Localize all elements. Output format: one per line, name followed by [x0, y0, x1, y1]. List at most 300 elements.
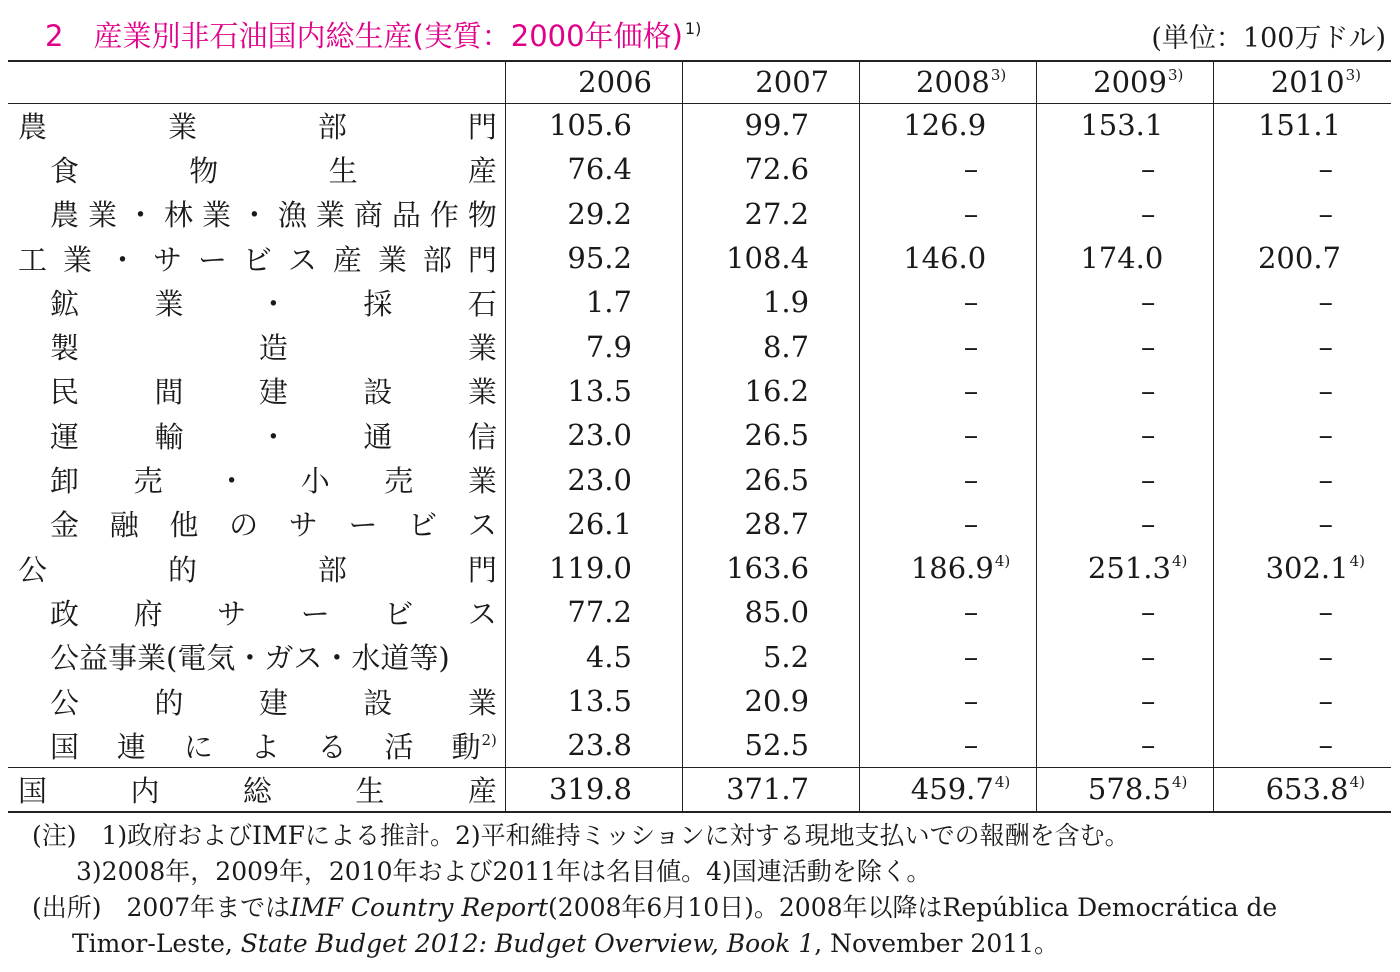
label-cell	[8, 723, 505, 767]
row-label	[8, 592, 505, 633]
value-cell-empty	[860, 192, 1037, 236]
label-char: サ	[288, 508, 318, 543]
label-char: ビ	[242, 242, 272, 277]
value-cell	[505, 590, 682, 634]
label-char: 国	[18, 773, 48, 808]
label-char: 売	[384, 464, 414, 499]
value: 4.5	[585, 639, 632, 674]
value-cell-empty	[860, 369, 1037, 413]
value: –	[1318, 684, 1333, 718]
label-char: 部	[422, 242, 452, 277]
value: 153.1	[1080, 108, 1164, 143]
value-cell-empty	[1214, 192, 1391, 236]
value-cell	[505, 546, 682, 590]
value: 459.7	[910, 772, 994, 807]
title-row	[0, 10, 1400, 56]
value-cell-empty	[860, 280, 1037, 324]
year-footnote-ref: 3)	[990, 66, 1007, 85]
label-char: 門	[467, 109, 497, 144]
label-char: 国	[50, 729, 80, 764]
label-char: 他	[169, 508, 199, 543]
row-label	[8, 681, 505, 722]
notes-section	[32, 818, 1392, 962]
gdp-table	[8, 60, 1391, 813]
value: 13.5	[567, 684, 632, 718]
label-char: 部	[317, 109, 347, 144]
value: –	[963, 373, 979, 408]
value-cell	[505, 679, 682, 723]
value: 146.0	[903, 241, 987, 276]
value: 251.3	[1087, 551, 1171, 586]
value: 23.0	[567, 462, 632, 497]
value: –	[1140, 684, 1156, 718]
value-cell	[682, 502, 859, 546]
label-cell	[8, 324, 505, 368]
source-date: , November 2011。	[814, 929, 1060, 958]
value-cell	[682, 723, 859, 767]
row-label	[8, 548, 505, 589]
value-cell-empty	[1214, 413, 1391, 457]
value-cell	[682, 413, 859, 457]
value: 174.0	[1080, 241, 1164, 276]
value: 23.0	[567, 418, 632, 453]
value-cell	[505, 457, 682, 501]
value-footnote-ref: 4)	[994, 552, 1011, 571]
row-label	[8, 282, 505, 323]
unit-label: (単位：100万ドル)	[1151, 23, 1386, 54]
label-char: ビ	[408, 508, 438, 543]
value: –	[963, 152, 979, 187]
value: 186.9	[910, 551, 994, 586]
label-cell	[8, 502, 505, 546]
row-label	[8, 459, 505, 500]
value-cell	[505, 723, 682, 767]
table-row	[8, 103, 1391, 147]
row-label	[8, 105, 505, 146]
value-cell-empty	[1214, 147, 1391, 191]
label-char: 業	[377, 242, 407, 277]
label-char: 業	[201, 198, 231, 233]
value: 76.4	[567, 152, 632, 187]
value: –	[963, 684, 979, 718]
value: –	[963, 728, 979, 763]
label-char: 的	[154, 685, 184, 720]
label-char: 売	[133, 464, 163, 499]
value: 13.5	[567, 373, 632, 408]
value-cell	[682, 767, 859, 811]
label-char: 連	[116, 729, 146, 764]
value-footnote-ref: 4)	[1349, 773, 1365, 792]
label-char: 間	[154, 375, 184, 410]
row-label	[8, 503, 505, 544]
year-header	[682, 61, 859, 103]
value-cell	[682, 147, 859, 191]
value: –	[963, 462, 979, 497]
label-cell	[8, 679, 505, 723]
value-cell	[682, 324, 859, 368]
value: –	[1140, 152, 1156, 187]
label-char: 内	[130, 773, 160, 808]
label-char: 部	[317, 552, 347, 587]
table-row	[8, 413, 1391, 457]
year-header	[505, 61, 682, 103]
label-char: ー	[300, 596, 330, 631]
value-cell	[682, 635, 859, 679]
value-cell	[682, 590, 859, 634]
value: 95.2	[567, 241, 632, 276]
value-cell-empty	[860, 679, 1037, 723]
header-blank-cell	[8, 61, 505, 103]
value: 319.8	[548, 772, 632, 807]
label-char: 信	[467, 419, 497, 454]
value: –	[1318, 639, 1333, 674]
value-cell-empty	[1037, 590, 1214, 634]
value: –	[1318, 418, 1333, 453]
label-char: ・	[258, 286, 288, 321]
label-char: 総	[242, 773, 272, 808]
label-footnote-ref: 2)	[481, 730, 497, 749]
label-char: 食	[50, 153, 80, 188]
label-char: 業	[154, 286, 184, 321]
value-cell-empty	[1037, 147, 1214, 191]
value-cell	[505, 103, 682, 147]
label-char: 作	[429, 198, 459, 233]
row-label	[8, 326, 505, 367]
value: 26.5	[744, 418, 810, 453]
year-label: 2006	[578, 65, 652, 100]
label-char: 融	[109, 508, 139, 543]
value-cell	[505, 369, 682, 413]
label-cell	[8, 546, 505, 590]
value-cell	[682, 369, 859, 413]
value: 23.8	[567, 728, 632, 763]
value-cell	[1037, 103, 1214, 147]
value: –	[1140, 196, 1156, 231]
value-cell	[860, 236, 1037, 280]
table-row	[8, 723, 1391, 767]
value-footnote-ref: 4)	[1171, 552, 1188, 571]
value-cell	[505, 236, 682, 280]
value-cell-empty	[860, 147, 1037, 191]
table-row	[8, 546, 1391, 590]
label-char: ス	[467, 596, 497, 631]
label-char: 農	[50, 198, 80, 233]
value: –	[1140, 728, 1156, 763]
label-text: 公益事業(電気・ガス・水道等)	[50, 641, 450, 676]
value: 151.1	[1257, 108, 1341, 143]
value: 578.5	[1087, 772, 1171, 807]
label-char: ー	[197, 242, 227, 277]
value-cell-empty	[1037, 502, 1214, 546]
value: 8.7	[762, 329, 810, 364]
label-char: 政	[50, 596, 80, 631]
year-header	[860, 61, 1037, 103]
label-cell	[8, 413, 505, 457]
value-cell-empty	[1214, 457, 1391, 501]
label-char: 設	[363, 685, 393, 720]
label-char: 門	[467, 242, 497, 277]
year-header	[1037, 61, 1214, 103]
table-row	[8, 679, 1391, 723]
value-cell	[1214, 767, 1391, 811]
source-title-imf: IMF Country Report	[290, 893, 549, 922]
value-cell	[505, 635, 682, 679]
label-char: 業	[467, 375, 497, 410]
year-label: 2008	[916, 65, 990, 100]
value-cell-empty	[1214, 324, 1391, 368]
value: –	[1140, 639, 1156, 674]
label-char: 漁	[277, 198, 307, 233]
header-row	[8, 61, 1391, 103]
table-row	[8, 590, 1391, 634]
row-label	[8, 193, 505, 234]
value: 1.7	[585, 285, 632, 320]
value-cell	[682, 679, 859, 723]
label-char: 業	[167, 109, 197, 144]
value-cell	[1214, 103, 1391, 147]
table-row	[8, 457, 1391, 501]
label-char: 農	[18, 109, 48, 144]
value: –	[1140, 285, 1156, 320]
value: 126.9	[903, 108, 987, 143]
value-cell-empty	[1037, 280, 1214, 324]
label-char: 動$^{2)}$	[451, 729, 497, 764]
value-cell-empty	[1037, 457, 1214, 501]
value: –	[963, 329, 979, 364]
value-cell-empty	[860, 723, 1037, 767]
label-char: 金	[50, 508, 80, 543]
label-char: 製	[50, 331, 80, 366]
row-label	[8, 149, 505, 190]
value-cell	[505, 413, 682, 457]
value-cell-empty	[1214, 502, 1391, 546]
value-cell-empty	[1037, 192, 1214, 236]
table-row	[8, 236, 1391, 280]
label-cell	[8, 590, 505, 634]
table-row	[8, 324, 1391, 368]
value: 72.6	[744, 152, 810, 187]
label-char: ス	[287, 242, 317, 277]
label-char: 通	[363, 419, 393, 454]
value-cell-empty	[1037, 324, 1214, 368]
value: –	[1318, 373, 1333, 408]
label-char: 生	[328, 153, 358, 188]
value: –	[963, 196, 979, 231]
value: –	[963, 285, 979, 320]
value-cell-empty	[1214, 679, 1391, 723]
value: –	[1140, 506, 1156, 541]
label-cell	[8, 635, 505, 679]
value: –	[1318, 152, 1333, 187]
row-label	[8, 370, 505, 411]
value: 26.1	[567, 506, 632, 541]
value: –	[1140, 373, 1156, 408]
value-cell-empty	[1037, 635, 1214, 679]
value-cell	[505, 502, 682, 546]
label-char: ス	[467, 508, 497, 543]
row-label	[8, 415, 505, 456]
value: –	[1318, 506, 1333, 541]
label-char: 小	[300, 464, 330, 499]
value: 29.2	[567, 196, 632, 231]
table-row	[8, 502, 1391, 546]
label-char: 門	[467, 552, 497, 587]
label-char: ・	[125, 198, 155, 233]
value: 99.7	[744, 108, 810, 143]
table-title-text: 産業別非石油国内総生産(実質：2000年価格)	[93, 19, 683, 53]
label-char: 公	[50, 685, 80, 720]
note-line-2: 3)2008年，2009年，2010年および2011年は名目値。4)国連活動を除く。	[76, 857, 932, 886]
table-row	[8, 147, 1391, 191]
label-char: 卸	[50, 464, 80, 499]
label-char: 業	[62, 242, 92, 277]
value: 302.1	[1265, 551, 1349, 586]
table-row	[8, 635, 1391, 679]
value-cell	[1214, 236, 1391, 280]
source-prefix: (出所) 2007年までは	[32, 893, 291, 922]
value: –	[963, 595, 979, 630]
value-cell-empty	[1037, 723, 1214, 767]
label-char: 業	[87, 198, 117, 233]
row-label	[8, 725, 505, 766]
value: 27.2	[744, 196, 810, 231]
value: –	[1140, 418, 1156, 453]
value-cell-empty	[1214, 723, 1391, 767]
source-author: Timor-Leste,	[72, 929, 241, 958]
table-row	[8, 369, 1391, 413]
value: –	[963, 639, 979, 674]
value-cell-empty	[1037, 679, 1214, 723]
value-cell	[1037, 236, 1214, 280]
value: 85.0	[744, 595, 810, 630]
value-cell-empty	[860, 590, 1037, 634]
label-char: 産	[332, 242, 362, 277]
value-footnote-ref: 4)	[1349, 552, 1365, 571]
value-cell	[1037, 767, 1214, 811]
value-cell	[860, 546, 1037, 590]
label-char: 民	[50, 375, 80, 410]
value: 108.4	[726, 241, 810, 276]
value: 5.2	[762, 639, 810, 674]
table-title	[45, 14, 701, 55]
value: 163.6	[726, 551, 810, 586]
label-char: ・	[239, 198, 269, 233]
value-cell	[682, 280, 859, 324]
source-title-budget: State Budget 2012: Budget Overview, Book 1	[240, 929, 815, 958]
value: –	[1140, 595, 1156, 630]
label-char: 品	[391, 198, 421, 233]
label-char: ・	[258, 419, 288, 454]
value: –	[1140, 329, 1156, 364]
label-char: 生	[355, 773, 385, 808]
value-cell	[505, 192, 682, 236]
label-cell	[8, 147, 505, 191]
value-cell-empty	[1037, 369, 1214, 413]
value: –	[1318, 728, 1333, 763]
year-header	[1214, 61, 1391, 103]
value-cell	[682, 192, 859, 236]
value: –	[1318, 462, 1333, 497]
label-char: 活	[384, 729, 414, 764]
label-char: の	[229, 508, 259, 543]
value: –	[1318, 196, 1333, 231]
value-cell	[1037, 546, 1214, 590]
value-footnote-ref: 4)	[994, 773, 1011, 792]
value: 16.2	[744, 373, 810, 408]
label-char: サ	[152, 242, 182, 277]
value-cell-empty	[1214, 280, 1391, 324]
value-cell-empty	[1037, 413, 1214, 457]
value: 653.8	[1265, 772, 1349, 807]
year-label: 2007	[755, 65, 830, 100]
label-char: 林	[163, 198, 193, 233]
label-cell	[8, 457, 505, 501]
value-cell-empty	[860, 457, 1037, 501]
value-cell	[505, 767, 682, 811]
label-char: 石	[467, 286, 497, 321]
value: 1.9	[762, 285, 810, 320]
value-cell	[860, 103, 1037, 147]
label-cell	[8, 236, 505, 280]
table-row	[8, 280, 1391, 324]
label-char: 的	[167, 552, 197, 587]
value-cell	[1214, 546, 1391, 590]
value: 7.9	[585, 329, 632, 364]
value-cell-empty	[1214, 369, 1391, 413]
label-char: 業	[467, 685, 497, 720]
label-cell	[8, 280, 505, 324]
label-char: 府	[133, 596, 163, 631]
value-cell-empty	[1214, 635, 1391, 679]
title-footnote-ref: 1)	[684, 19, 702, 38]
value-cell	[505, 280, 682, 324]
value-cell-empty	[860, 413, 1037, 457]
value-cell-empty	[860, 635, 1037, 679]
value-cell	[682, 546, 859, 590]
row-label	[8, 769, 505, 810]
label-char: ・	[217, 464, 247, 499]
value-cell	[682, 103, 859, 147]
label-char: 産	[467, 153, 497, 188]
value: –	[1318, 595, 1333, 630]
label-char: ー	[348, 508, 378, 543]
label-char: 建	[258, 375, 288, 410]
value: –	[963, 506, 979, 541]
label-char: 業	[315, 198, 345, 233]
value: –	[1318, 285, 1333, 320]
label-char: る	[317, 729, 347, 764]
label-char: 業	[467, 331, 497, 366]
year-footnote-ref: 3)	[1345, 66, 1361, 85]
label-char: ビ	[384, 596, 414, 631]
label-cell	[8, 767, 505, 811]
label-char: 物	[467, 198, 497, 233]
label-char: に	[183, 729, 213, 764]
label-char: 造	[258, 331, 288, 366]
value: 119.0	[548, 551, 632, 586]
value: 26.5	[744, 462, 810, 497]
value-cell	[682, 236, 859, 280]
label-char: 運	[50, 419, 80, 454]
label-char: 建	[258, 685, 288, 720]
label-char: 公	[18, 552, 48, 587]
row-label	[8, 238, 505, 279]
label-char: 物	[189, 153, 219, 188]
value-cell-empty	[860, 502, 1037, 546]
value-cell-empty	[860, 324, 1037, 368]
value: 200.7	[1257, 241, 1341, 276]
table-body	[8, 103, 1391, 812]
